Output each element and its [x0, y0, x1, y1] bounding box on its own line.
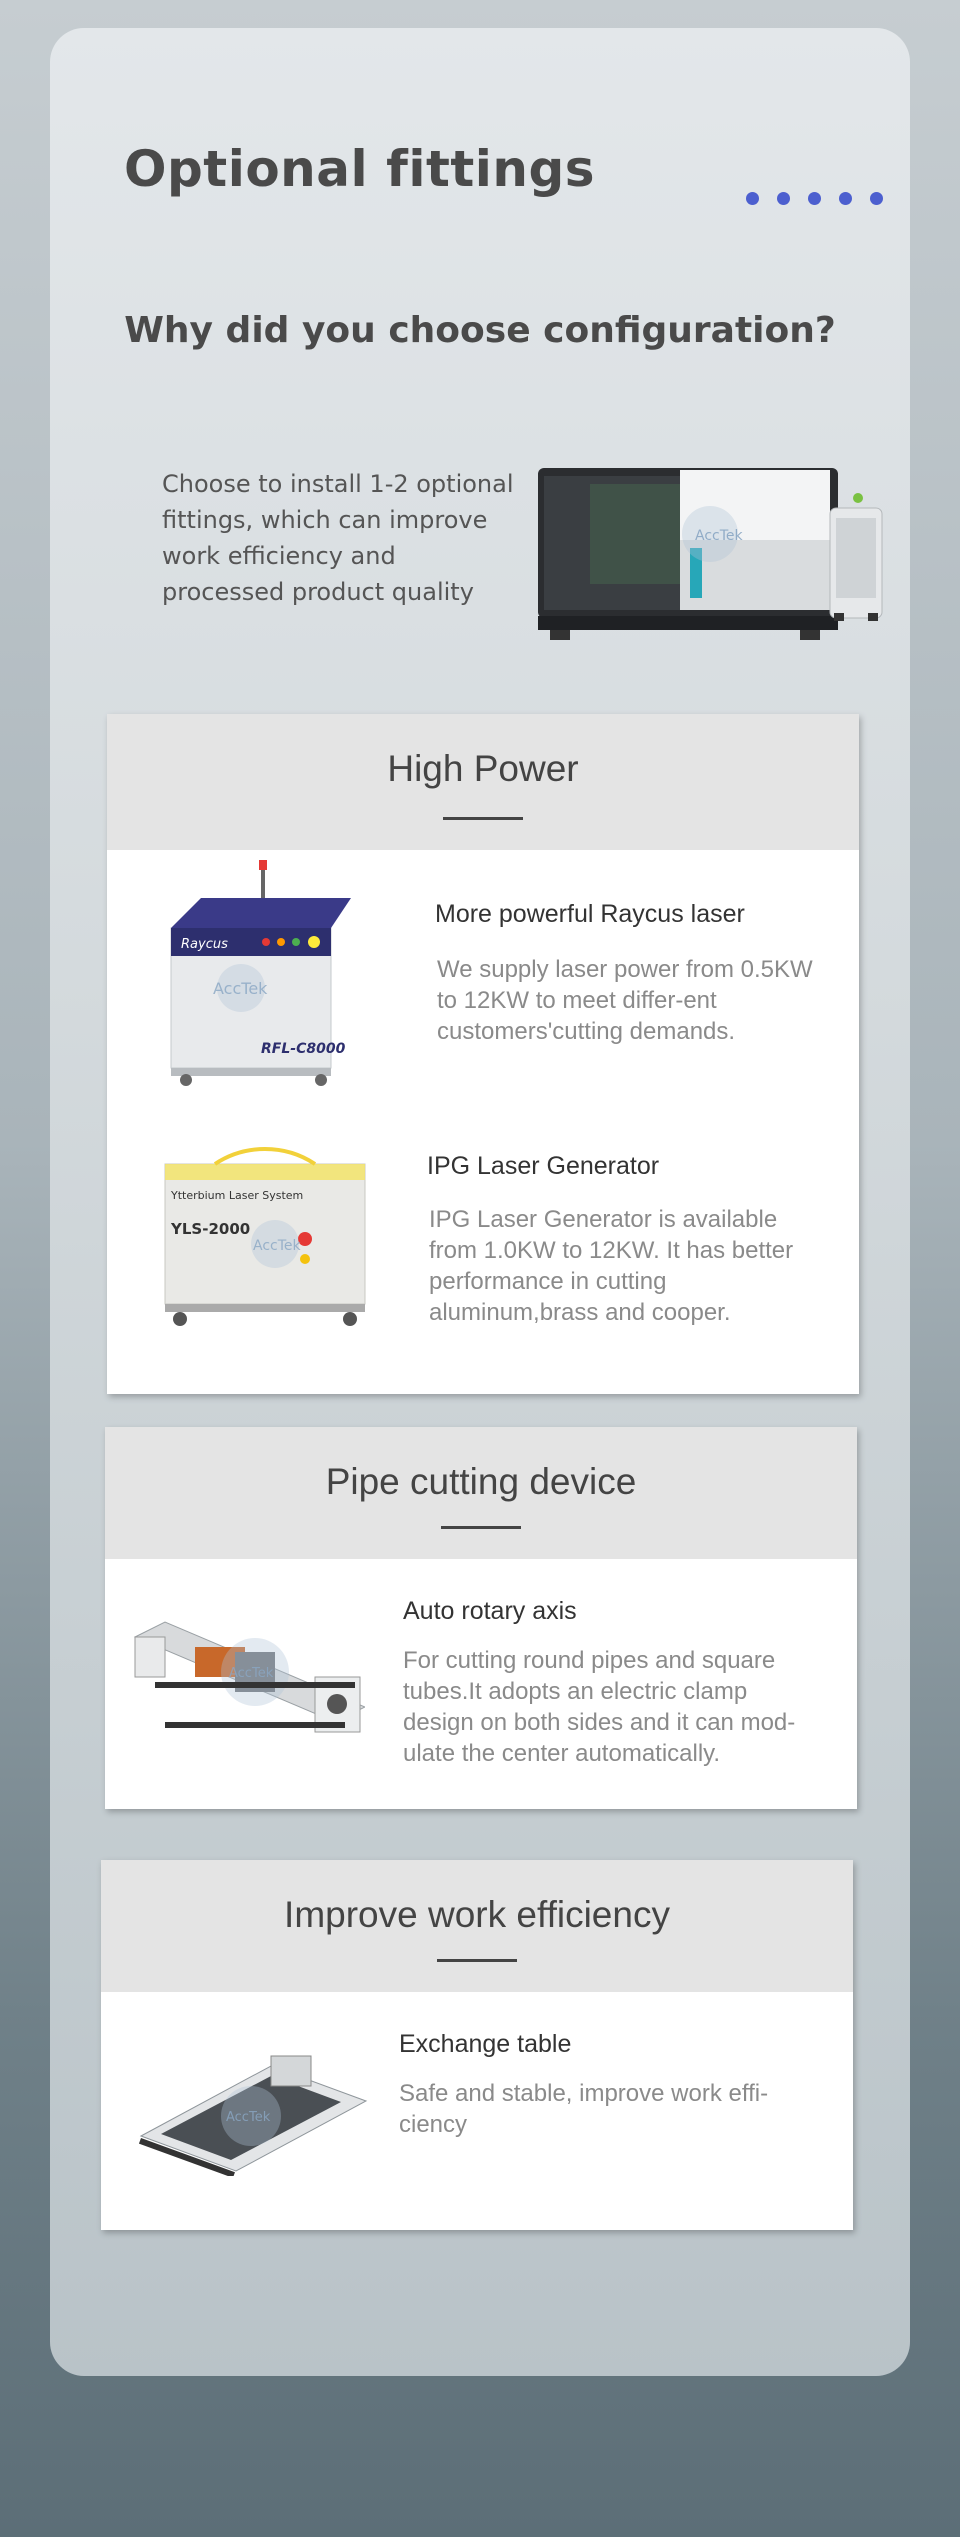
- dot-icon: [839, 192, 852, 205]
- intro-text: Choose to install 1-2 optional fittings, which can improve work efficiency and processed product quality: [162, 470, 514, 606]
- card-high-power: [107, 714, 859, 1394]
- item-title: IPG Laser Generator: [427, 1152, 660, 1180]
- dot-icon: [777, 192, 790, 205]
- watermark-logo: AccTek: [226, 2110, 271, 2125]
- rotary-axis-image: [125, 1597, 365, 1757]
- card-pipe-cutting: [105, 1427, 857, 1809]
- model-label: YLS-2000: [171, 1220, 251, 1238]
- dot-icon: [746, 192, 759, 205]
- dot-icon: [808, 192, 821, 205]
- card-header: [107, 714, 859, 850]
- card-title: High Power: [387, 748, 579, 789]
- section-subtitle: Why did you choose configuration?: [124, 310, 836, 351]
- exchange-table-image: [131, 2046, 371, 2176]
- card-header: [101, 1860, 853, 1992]
- item-description: IPG Laser Generator is available from 1.0KW to 12KW. It has better performance in cutting aluminum,brass and cooper.: [429, 1206, 794, 1326]
- card-title: Improve work efficiency: [284, 1894, 670, 1935]
- watermark-logo: AccTek: [253, 1238, 301, 1254]
- item-description: Safe and stable, improve work effi-ciency: [399, 2080, 769, 2138]
- model-label: RFL-C8000: [261, 1041, 346, 1057]
- card-title: Pipe cutting device: [325, 1461, 637, 1502]
- item-description: We supply laser power from 0.5KW to 12KW to meet differ-ent customers'cutting demands.: [437, 956, 813, 1045]
- title-underline: [437, 1959, 517, 1962]
- ipg-laser-generator-image: [155, 1144, 375, 1334]
- item-title: Exchange table: [399, 2030, 572, 2058]
- watermark-logo: AccTek: [213, 979, 268, 998]
- raycus-brand-label: Raycus: [181, 937, 228, 952]
- raycus-laser-source-image: [151, 858, 351, 1088]
- dot-icon: [870, 192, 883, 205]
- item-title: More powerful Raycus laser: [435, 900, 745, 928]
- decorative-dots: [746, 192, 883, 205]
- title-underline: [441, 1526, 521, 1529]
- title-underline: [443, 817, 523, 820]
- item-title: Auto rotary axis: [403, 1597, 577, 1625]
- item-description: For cutting round pipes and square tubes.It adopts an electric clamp design on both sides and it can mod-ulate the center automatically.: [403, 1647, 796, 1767]
- watermark-logo: AccTek: [229, 1666, 274, 1681]
- page-title: Optional fittings: [124, 140, 596, 198]
- card-header: [105, 1427, 857, 1559]
- watermark-logo: AccTek: [695, 528, 743, 544]
- laser-cutting-machine-image: [530, 448, 890, 653]
- card-work-efficiency: [101, 1860, 853, 2230]
- brand-label: Ytterbium Laser System: [171, 1189, 304, 1202]
